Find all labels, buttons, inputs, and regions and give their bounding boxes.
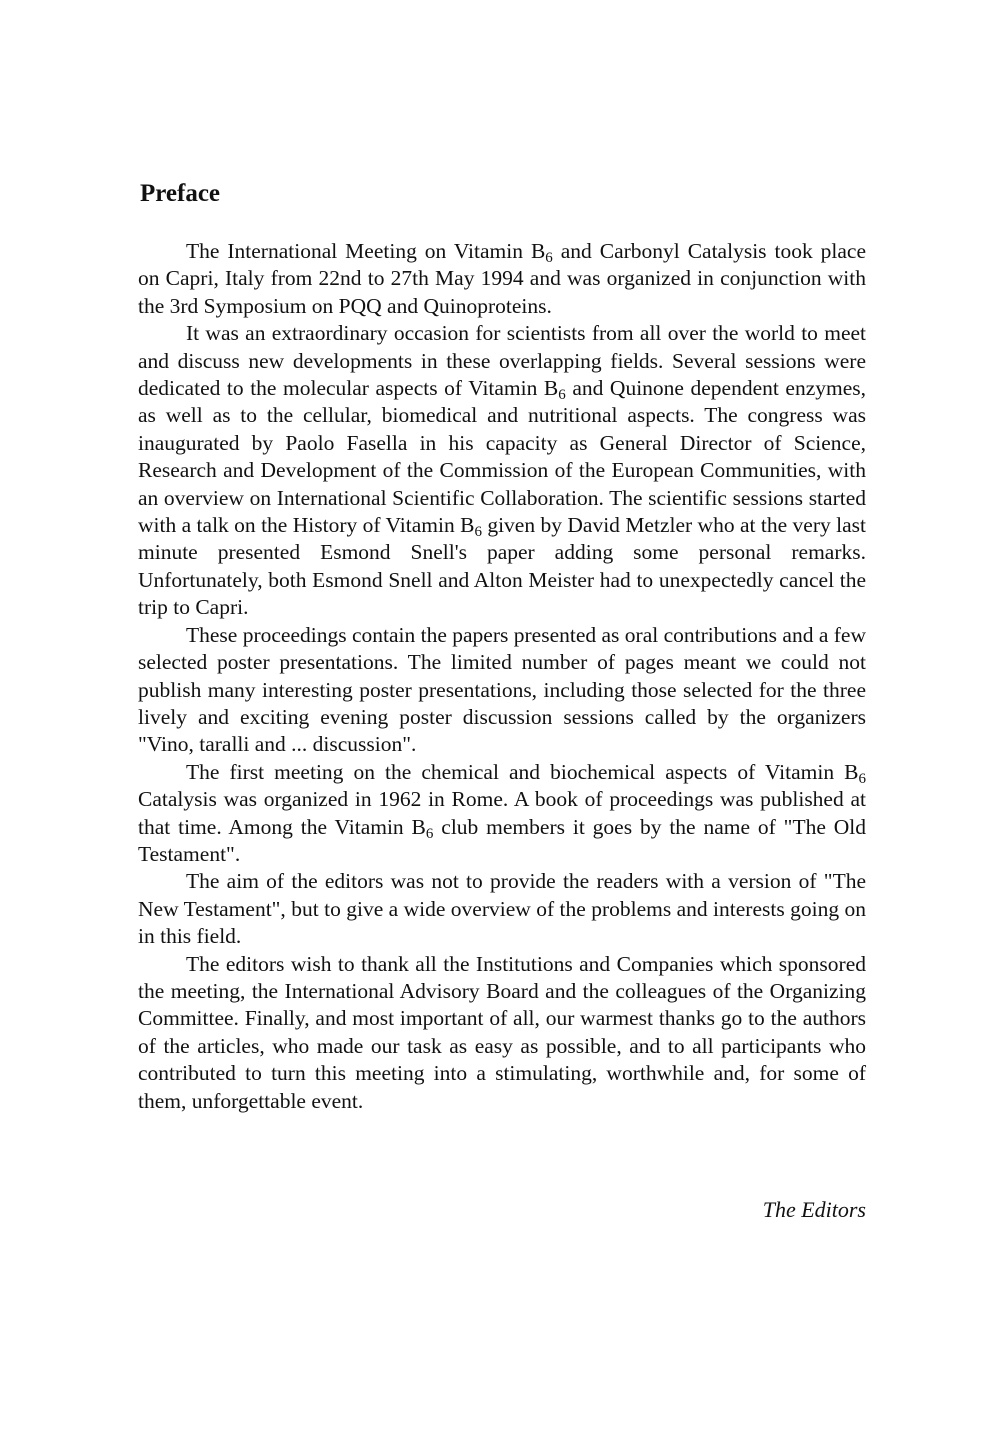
subscript: 6 <box>474 524 482 541</box>
subscript: 6 <box>858 770 866 787</box>
subscript: 6 <box>425 825 434 842</box>
paragraph <box>138 759 866 869</box>
paragraph <box>138 622 866 759</box>
paragraph-text: It was an extraordinary occasion for scientists from all over the world to meet and discuss new developments in these overlapping fields. Several sessions were dedicated to the molecular aspects of Vitamin B <box>138 321 866 401</box>
paragraph-text: and Carbonyl Catalysis took place on Capri, Italy from 22nd to 27th May 1994 and was organized in conjunction with the 3rd Symposium on PQQ and Quinoproteins. <box>138 239 867 318</box>
paragraph-text: club members it goes by the name of "The Old Testament". <box>138 814 867 866</box>
paragraph <box>138 320 866 621</box>
preface-body <box>138 238 866 1115</box>
paragraph-text: The International Meeting on Vitamin B <box>186 239 546 263</box>
paragraph-text: The editors wish to thank all the Institutions and Companies which sponsored the meeting, the International Advisory Board and the colleagues of the Organizing Committee. Finally, and most important of all, our warmest thanks go to the authors of the articles, who made our task as easy as possible, and to all participants who contributed to turn this meeting into a stimulating, worthwhile and, for some of them, unforgettable event. <box>138 951 866 1113</box>
paragraph <box>138 951 866 1115</box>
subscript: 6 <box>558 387 566 404</box>
paragraph-text: These proceedings contain the papers presented as oral contributions and a few selected poster presentations. The limited number of pages meant we could not publish many interesting poster presentations, including those selected for the three lively and exciting evening poster discussion sessions called by the organizers "Vino, taralli and ... discussion". <box>138 622 866 757</box>
subscript: 6 <box>545 250 553 266</box>
paragraph-text: The aim of the editors was not to provide the readers with a version of "The New Testament", but to give a wide overview of the problems and interests going on in this field. <box>138 869 866 949</box>
paragraph-text: The first meeting on the chemical and biochemical aspects of Vitamin B <box>186 759 859 784</box>
paragraph-text: and Quinone dependent enzymes, as well as to the cellular, biomedical and nutritional aspects. The congress was inaugurated by Paolo Fasella in his capacity as General Director of Science, Research and Development of the Commission of the European Communities, with an overview on International Scientific Collaboration. The scientific sessions started with a talk on the History of Vitamin B <box>138 376 867 538</box>
paragraph <box>138 868 866 950</box>
signature: The Editors <box>762 1197 866 1222</box>
paragraph <box>138 238 866 320</box>
page-title: Preface <box>140 180 221 207</box>
paragraph-text: given by David Metzler who at the very last minute presented Esmond Snell's paper adding some personal remarks. Unfortunately, both Esmond Snell and Alton Meister had to unexpectedly cancel the trip to Capri. <box>138 513 866 620</box>
paragraph-text: Catalysis was organized in 1962 in Rome. A book of proceedings was published at that time. Among the Vitamin B <box>138 787 866 839</box>
